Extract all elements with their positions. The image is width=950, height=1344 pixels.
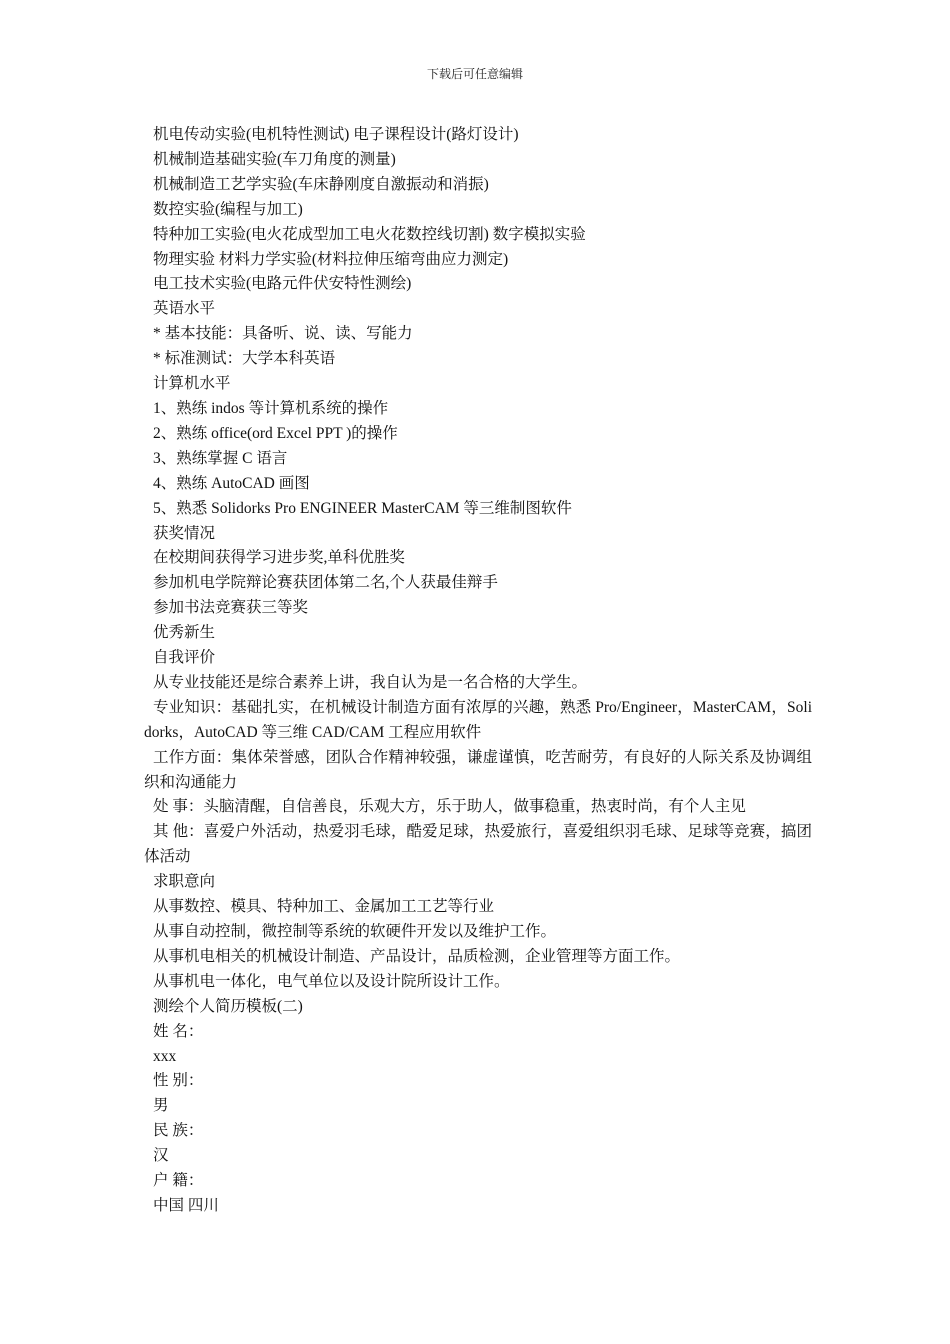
field-value-household: 中国 四川 xyxy=(153,1196,219,1214)
text-line-conduct: 处 事：头脑清醒，自信善良，乐观大方，乐于助人，做事稳重，热衷时尚，有个人主见 xyxy=(153,798,746,816)
text-line: 从事机电相关的机械设计制造、产品设计，品质检测，企业管理等方面工作。 xyxy=(153,947,681,965)
text-line: 机械制造工艺学实验(车床静刚度自激振动和消振) xyxy=(153,175,489,193)
text-line: 机电传动实验(电机特性测试) 电子课程设计(路灯设计) xyxy=(153,126,519,143)
text-line: 机械制造基础实验(车刀角度的测量) xyxy=(153,150,396,168)
section-heading-english: 英语水平 xyxy=(153,300,216,318)
text-line: 4、熟练 AutoCAD 画图 xyxy=(153,474,310,492)
text-line: * 标准测试：大学本科英语 xyxy=(153,350,336,368)
text-line: 5、熟悉 Solidorks Pro ENGINEER MasterCAM 等三维制图软件 xyxy=(153,499,572,517)
text-line: 物理实验 材料力学实验(材料拉伸压缩弯曲应力测定) xyxy=(153,250,509,268)
field-label-gender: 性 别： xyxy=(153,1072,204,1090)
text-line: 特种加工实验(电火花成型加工电火花数控线切割) 数字模拟实验 xyxy=(153,225,586,243)
field-label-household: 户 籍： xyxy=(153,1172,204,1190)
section-heading-self-evaluation: 自我评价 xyxy=(153,649,216,667)
field-label-name: 姓 名： xyxy=(153,1022,204,1040)
section-heading-job-intention: 求职意向 xyxy=(153,873,216,891)
text-line: * 基本技能：具备听、说、读、写能力 xyxy=(153,325,413,343)
section-heading-awards: 获奖情况 xyxy=(153,524,216,542)
text-line: 参加书法竞赛获三等奖 xyxy=(153,599,309,617)
text-line: 3、熟练掌握 C 语言 xyxy=(153,449,288,467)
field-value-gender: 男 xyxy=(153,1097,169,1115)
text-line: 参加机电学院辩论赛获团体第二名,个人获最佳辩手 xyxy=(153,574,498,592)
text-line: 数控实验(编程与加工) xyxy=(153,200,303,218)
paragraph-other: 其 他：喜爱户外活动，热爱羽毛球，酷爱足球，热爱旅行，喜爱组织羽毛球、足球等竞赛，搞团体活动 xyxy=(144,823,812,866)
field-value-ethnicity: 汉 xyxy=(153,1147,169,1165)
paragraph-work: 工作方面：集体荣誉感，团队合作精神较强，谦虚谨慎，吃苦耐劳，有良好的人际关系及协调组织和沟通能力 xyxy=(144,748,812,791)
paragraph-knowledge: 专业知识：基础扎实，在机械设计制造方面有浓厚的兴趣，熟悉 Pro/Engineer，MasterCAM，Solidorks，AutoCAD 等三维 CAD/CAM 工程应用软件 xyxy=(144,698,812,741)
text-line: 从专业技能还是综合素养上讲，我自认为是一名合格的大学生。 xyxy=(153,673,588,691)
text-line: 电工技术实验(电路元件伏安特性测绘) xyxy=(153,275,412,293)
field-value-name: xxx xyxy=(153,1047,177,1065)
text-line: 从事机电一体化，电气单位以及设计院所设计工作。 xyxy=(153,972,510,990)
text-line: 从事自动控制，微控制等系统的软硬件开发以及维护工作。 xyxy=(153,923,557,940)
document-body xyxy=(144,123,812,1219)
text-line: 1、熟练 indos 等计算机系统的操作 xyxy=(153,399,389,417)
text-line: 2、熟练 office(ord Excel PPT )的操作 xyxy=(153,424,398,442)
template-title: 测绘个人简历模板(二) xyxy=(153,997,303,1015)
text-line: 优秀新生 xyxy=(153,624,216,642)
page-header-note: 下载后可任意编辑 xyxy=(426,67,523,81)
text-line: 在校期间获得学习进步奖,单科优胜奖 xyxy=(153,549,405,567)
text-line: 从事数控、模具、特种加工、金属加工工艺等行业 xyxy=(153,898,495,916)
section-heading-computer: 计算机水平 xyxy=(153,375,231,393)
field-label-ethnicity: 民 族： xyxy=(153,1122,204,1140)
